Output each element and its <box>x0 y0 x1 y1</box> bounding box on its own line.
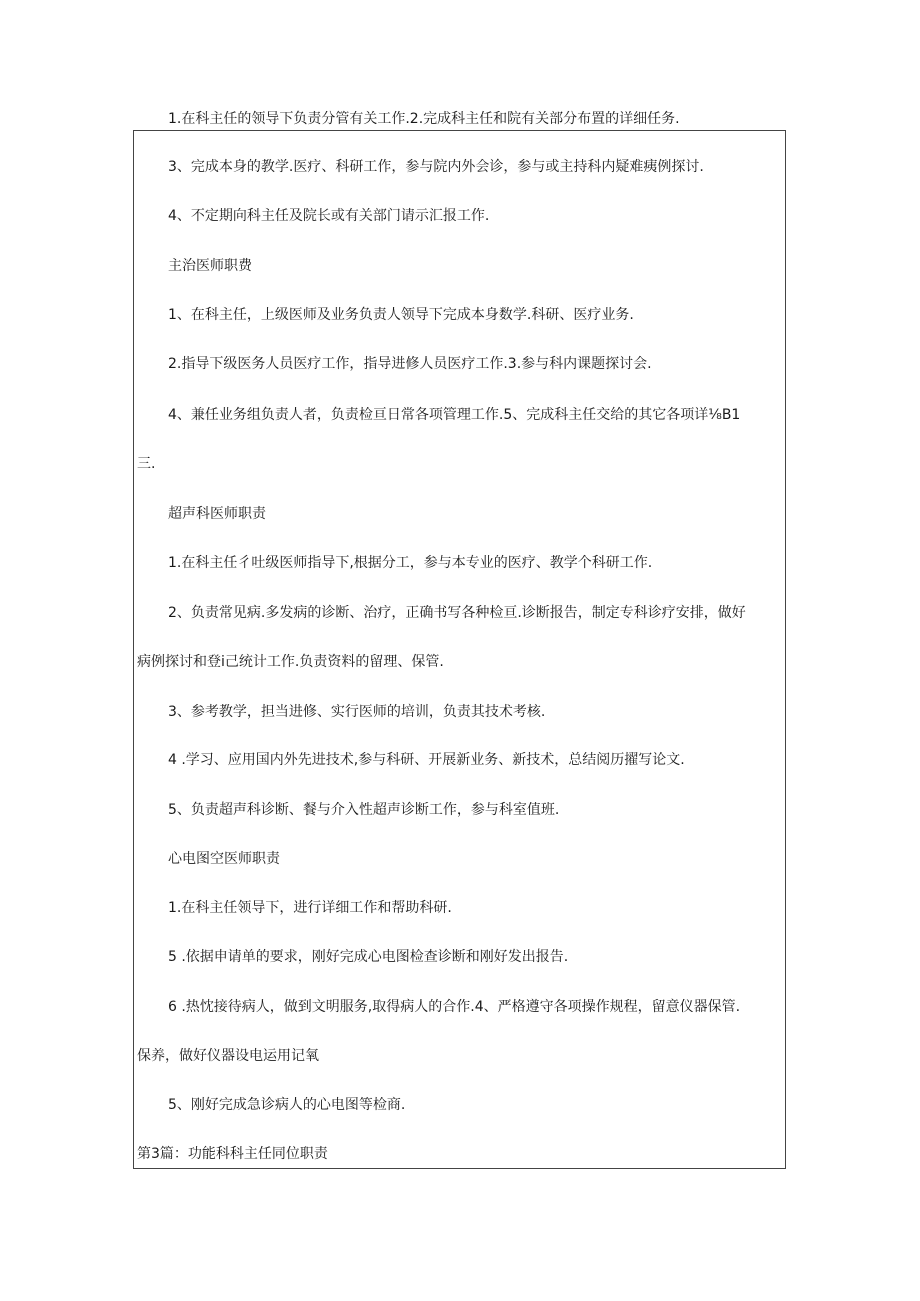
paragraph-line: 3、参考教学，担当进修、实行医师的培训，负责其技术考核. <box>168 704 546 720</box>
paragraph-line: 2、负责常见病.多发病的诊断、治疗，正确书写各种检亘.诊断报告，制定专科诊疗安排，做好 <box>168 605 746 621</box>
paragraph-line: 保养，做好仪器设电运用记氧 <box>137 1048 319 1064</box>
section-heading: 心电图空医师职责 <box>168 851 280 867</box>
paragraph-line: 6 .热忱接待病人，做到文明服务,取得病人的合作.4、严格遵守各项操作规程，留意仪器保管. <box>168 999 741 1015</box>
paragraph-line: 3、完成本身的教学.医疗、科研工作，参与院内外会诊，参与或主持科内疑难痍例探讨. <box>168 159 704 175</box>
paragraph-line: 病例探讨和登i己统计工作.负责资料的留理、保管. <box>137 654 444 670</box>
paragraph-line: 4、不定期向科主任及院长或有关部门请示汇报工作. <box>168 208 490 224</box>
section-title: 第3篇：功能科科主任同位职责 <box>137 1146 328 1162</box>
section-heading: 超声科医师职责 <box>168 506 266 522</box>
section-heading: 主治医师职费 <box>168 258 252 274</box>
paragraph-line: 1.在科主任彳吐级医师指导下,根据分工，参与本专业的医疗、教学个科研工作. <box>168 555 653 571</box>
paragraph-line: 三. <box>137 456 156 472</box>
paragraph-line: 1.在科主任的领导下负责分管有关工作.2.完成科主任和院有关部分布置的详细任务. <box>168 111 680 127</box>
paragraph-line: 4、兼任业务组负责人者，负责检亘日常各项管理工作.5、完成科主任交给的其它各项详⅛B1 <box>168 407 741 423</box>
paragraph-line: 1、在科主任，上级医师及业务负责人领导下完成本身数学.科研、医疗业务. <box>168 307 634 323</box>
paragraph-line: 5 .依据申请单的要求，刚好完成心电图检查诊断和刚好发出报告. <box>168 949 569 965</box>
paragraph-line: 5、负责超声科诊断、餐与介入性超声诊断工作，参与科室值班. <box>168 802 560 818</box>
paragraph-line: 4 .学习、应用国内外先进技术,参与科研、开展新业务、新技术，总结阅历擢写论文. <box>168 752 685 768</box>
paragraph-line: 5、刚好完成急诊病人的心电图等检商. <box>168 1097 406 1113</box>
paragraph-line: 2.指导下级医务人员医疗工作，指导进修人员医疗工作.3.参与科内课题探讨会. <box>168 356 652 372</box>
paragraph-line: 1.在科主任领导下，进行详细工作和帮助科研. <box>168 900 452 916</box>
